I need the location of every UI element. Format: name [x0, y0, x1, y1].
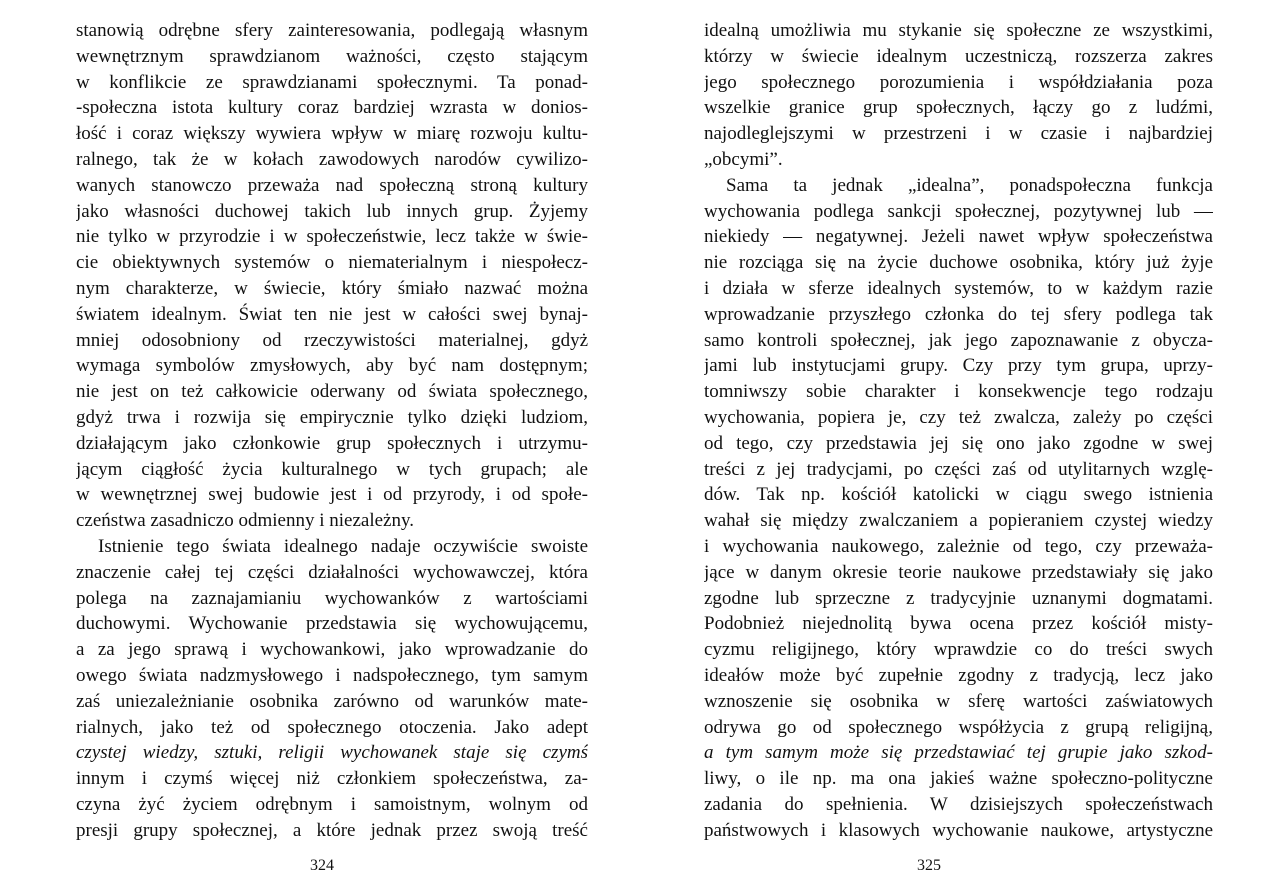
- text-line: stanowią odrębne sfery zainteresowania, podlegają własnym: [76, 20, 588, 41]
- text-line: tomniwszy sobie charakter i konsekwencje tego rodzaju: [704, 381, 1213, 403]
- text-line: cie obiektywnych systemów o niematerialnym i niespołecz-: [76, 252, 588, 274]
- text-line: państwowych i klasowych wychowanie naukowe, artystyczne: [704, 819, 1213, 841]
- text-line: jami lub instytucjami grupy. Czy przy tym grupa, uprzy-: [704, 355, 1213, 377]
- text-line: działającym jako członkowie grup społecznych i utrzymu-: [76, 432, 588, 454]
- text-line: wszelkie granice grup społecznych, łączy go z ludźmi,: [704, 97, 1213, 119]
- text-line: dów. Tak np. kościół katolicki w ciągu swego istnienia: [704, 484, 1213, 506]
- text-line: nym charakterze, w świecie, który śmiało nazwać można: [76, 277, 588, 299]
- text-line: liwy, o ile np. ma ona jakieś ważne społeczno-polityczne: [704, 768, 1213, 790]
- text-line: czyna żyć życiem odrębnym i samoistnym, wolnym od: [76, 793, 588, 815]
- text-line: jącym ciągłość życia kulturalnego w tych grupach; ale: [76, 458, 588, 480]
- text-line: jego społecznego porozumienia i współdziałania poza: [704, 71, 1213, 93]
- text-line: nie rozciąga się na życie duchowe osobnika, który już żyje: [704, 252, 1213, 274]
- text-line: zadania do spełnienia. W dzisiejszych społeczeństwach: [704, 793, 1213, 815]
- text-line: wznoszenie się osobnika w sferę wartości zaświatowych: [704, 690, 1213, 712]
- text-line: mniej odosobniony od rzeczywistości materialnej, gdyż: [76, 329, 588, 351]
- text-line: i działa w sferze idealnych systemów, to w każdym razie: [704, 277, 1213, 299]
- text-line: Istnienie tego świata idealnego nadaje oczywiście swoiste: [98, 535, 588, 557]
- text-line: odrywa go od społecznego współżycia z grupą religijną,: [704, 716, 1213, 738]
- text-line: idealną umożliwia mu stykanie się społeczne ze wszystkimi,: [704, 20, 1213, 41]
- text-line: ralnego, tak że w kołach zawodowych narodów cywilizo-: [76, 148, 588, 170]
- text-line: samo kontroli społecznej, jak jego zapoznawanie z obycza-: [704, 329, 1213, 351]
- left-page: [0, 0, 631, 893]
- text-line: łość i coraz większy wywiera wpływ w miarę rozwoju kultu-: [76, 123, 588, 145]
- text-line: treści z jej tradycjami, po części zaś od utylitarnych wzglę-: [704, 458, 1213, 480]
- text-line: wahał się między zwalczaniem a popieraniem czystej wiedzy: [704, 510, 1213, 532]
- text-line: w wewnętrznej swej budowie jest i od przyrody, i od społe-: [76, 484, 588, 506]
- text-line: ideałów może być zupełnie zgodny z tradycją, lecz jako: [704, 664, 1213, 686]
- text-line: duchowymi. Wychowanie przedstawia się wychowującemu,: [76, 613, 588, 635]
- text-line: wanych stanowczo przeważa nad społeczną stroną kultury: [76, 174, 588, 196]
- text-line: rialnych, jako też od społecznego otoczenia. Jako adept: [76, 716, 588, 738]
- text-line: a tym samym może się przedstawiać tej grupie jako szkod-: [704, 742, 1213, 764]
- text-line: niekiedy — negatywnej. Jeżeli nawet wpływ społeczeństwa: [704, 226, 1213, 248]
- right-page: [631, 0, 1263, 893]
- text-line: w konflikcie ze sprawdzianami społecznymi. Ta ponad-: [76, 71, 588, 93]
- text-line: światem idealnym. Świat ten nie jest w całości swej bynaj-: [76, 303, 588, 325]
- text-line: jące w danym okresie teorie naukowe przedstawiały się jako: [704, 561, 1213, 583]
- text-line: którzy w świecie idealnym uczestniczą, rozszerza zakres: [704, 45, 1213, 67]
- text-line: presji grupy społecznej, a które jednak przez swoją treść: [76, 819, 588, 841]
- text-line: polega na zaznajamianiu wychowanków z wartościami: [76, 587, 588, 609]
- left-page-text: [76, 18, 588, 844]
- text-line: wprowadzanie przyszłego członka do tej sfery podlega tak: [704, 303, 1213, 325]
- text-line: czeństwa zasadniczo odmienny i niezależny.: [76, 510, 414, 532]
- text-line: zaś uniezależnianie osobnika zarówno od warunków mate-: [76, 690, 588, 712]
- text-line: nie tylko w przyrodzie i w społeczeństwie, lecz także w świe-: [76, 226, 588, 248]
- text-line: innym i czymś więcej niż członkiem społeczeństwa, za-: [76, 768, 588, 790]
- text-line: owego świata nadzmysłowego i nadspołecznego, tym samym: [76, 664, 588, 686]
- text-line: od tego, czy przedstawia jej się ono jako zgodne w swej: [704, 432, 1213, 454]
- text-line: Podobnież niejednolitą bywa ocena przez kościół misty-: [704, 613, 1213, 635]
- text-line: wychowania, popiera je, czy też zwalcza, zależy po części: [704, 406, 1213, 428]
- text-line: najodleglejszymi w przestrzeni i w czasie i najbardziej: [704, 123, 1213, 145]
- text-line: nie jest on też całkowicie oderwany od świata społecznego,: [76, 381, 588, 403]
- text-line: „obcymi”.: [704, 148, 783, 170]
- text-line: wewnętrznym sprawdzianom ważności, często stającym: [76, 45, 588, 67]
- right-page-text: [704, 18, 1213, 844]
- text-line: i wychowania naukowego, zależnie od tego, czy przeważa-: [704, 535, 1213, 557]
- text-line: wychowania podlega sankcji społecznej, pozytywnej lub —: [704, 200, 1213, 222]
- text-line: znaczenie całej tej części działalności wychowawczej, która: [76, 561, 588, 583]
- right-page-number: 325: [917, 857, 941, 874]
- text-line: jako własności duchowej takich lub innych grup. Żyjemy: [76, 200, 588, 222]
- text-line: wymaga symbolów zmysłowych, aby być nam dostępnym;: [76, 355, 588, 377]
- text-line: a za jego sprawą i wychowankowi, jako wprowadzanie do: [76, 639, 588, 661]
- text-line: czystej wiedzy, sztuki, religii wychowanek staje się czymś: [76, 742, 588, 764]
- text-line: Sama ta jednak „idealna”, ponadspołeczna funkcja: [726, 174, 1213, 196]
- left-page-number: 324: [310, 857, 334, 874]
- text-line: -społeczna istota kultury coraz bardziej wzrasta w donios-: [76, 97, 588, 119]
- text-line: zgodne lub sprzeczne z tradycyjnie uznanymi dogmatami.: [704, 587, 1213, 609]
- text-line: cyzmu religijnego, który wprawdzie co do treści swych: [704, 639, 1213, 661]
- text-line: gdyż trwa i rozwija się empirycznie tylko dzięki ludziom,: [76, 406, 588, 428]
